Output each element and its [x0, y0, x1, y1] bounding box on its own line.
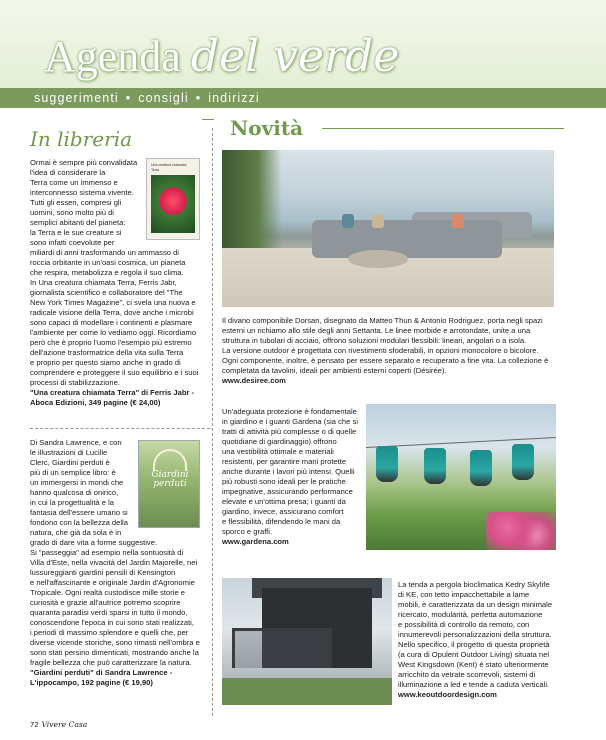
item3-url[interactable]: www.keoutdoordesign.com [398, 690, 497, 699]
text-line: in cui la progettualità e la [30, 498, 115, 507]
text-line: La versione outdoor è progettata con rivestimenti sfoderabili, in opzioni monocolore o bicolore. [222, 346, 539, 355]
text-line: tratti di attività più complesse o di quelle [222, 427, 357, 436]
text-line: illuminazione a led e tende a caduta verticali. [398, 680, 550, 689]
text-line: l'ambiente per come lo vediamo oggi. Ricordiamo [30, 328, 197, 337]
book2-reference: "Giardini perduti" di Sandra Lawrence - [30, 668, 173, 677]
text-line: struttura in tubolari di acciaio, offrono soluzioni modulari flessibili: lineari, angolari o a isola. [222, 336, 527, 345]
cushion-shape [372, 214, 384, 228]
text-line: fantasia dell'essere umano si [30, 508, 128, 517]
text-line: curiosità e grazie all'autrice potremo scoprire [30, 598, 181, 607]
glove-shape [512, 444, 534, 480]
text-line: in giardino e i guanti Gardena (sia che si [222, 417, 358, 426]
text-line: giardino, invece, assicurano comfort [222, 507, 344, 516]
flowers-shape [486, 512, 556, 550]
section-title-novita: Novità [230, 116, 304, 140]
text-line: dell'azione trasformatrice della vita sulla Terra [30, 348, 184, 357]
photo-dorsan-sofa [222, 150, 554, 307]
text-line: che respira, metabolizza e regola il suo clima. [30, 268, 184, 277]
text-line: comprendere e proteggere il suo equilibrio e i suoi [30, 368, 199, 377]
page-number: 72 [30, 720, 39, 729]
coffee-table-shape [348, 250, 408, 268]
book1-text [30, 158, 202, 408]
text-line: completata da tavolini, ideali per ambienti esterni coperti (Désirée). [222, 366, 447, 375]
subtitle [34, 90, 260, 106]
cushion-shape [342, 214, 354, 228]
column-divider [212, 128, 213, 716]
text-line: quotidiane di giardinaggio) offrono [222, 437, 337, 446]
book1-reference: Aboca Edizioni, 349 pagine (€ 24,00) [30, 398, 161, 407]
text-line: sono infatti coevolute per [30, 238, 115, 247]
text-line: West Kingsdown (Kent) è stato ulteriormente [398, 660, 549, 669]
text-line: Villa d'Este, nella vivacità del Jardin Majorelle, nei [30, 558, 198, 567]
text-line: una vestibilità ottimale e materiali [222, 447, 334, 456]
title-word-2: del verde [190, 31, 400, 82]
text-line: roccia orbitante in un'oasi cosmica, un pianeta [30, 258, 186, 267]
book2-text [30, 438, 202, 688]
text-line: radicale visione della Terra, dove anche i microbi [30, 308, 194, 317]
book2-reference: L'ippocampo, 192 pagine (€ 19,90) [30, 678, 153, 687]
text-line: più di un semplice libro: è [30, 468, 116, 477]
photo-kedry-pergola [222, 578, 392, 705]
subtitle-separator: • [125, 91, 132, 105]
item2-url[interactable]: www.gardena.com [222, 537, 289, 546]
text-line: miliardi di anni trasformando un ammasso di [30, 248, 179, 257]
text-line: Tropicale. Ogni realtà custodisce mille storie e [30, 588, 186, 597]
page-title [44, 31, 400, 82]
text-line: diverse vicende storiche, sono rimasti nell'ombra e [30, 638, 200, 647]
text-line: giornalista scientifico e collaboratore del "The [30, 288, 183, 297]
item3-text [398, 580, 562, 700]
subtitle-item: consigli [138, 91, 189, 105]
text-line: Un'adeguata protezione è fondamentale [222, 407, 357, 416]
text-line: resistenti, per garantire mani protette [222, 457, 347, 466]
text-line: Clerc, Giardini perduti è [30, 458, 110, 467]
text-line: i periodi di massimo splendore e quelli che, per [30, 628, 189, 637]
text-line: Di Sandra Lawrence, e con [30, 438, 122, 447]
book-cover-title: Una creatura chiamata Terra [151, 163, 187, 172]
text-line: mobili, è caratterizzata da un design minimale [398, 600, 553, 609]
lawn-shape [222, 678, 392, 705]
pergola-shape [232, 628, 332, 668]
text-line: Il divano componibile Dorsan, disegnato da Matteo Thun & Antonio Rodriguez, porta negli spazi [222, 316, 543, 325]
text-line: Terra come un immenso e [30, 178, 118, 187]
novita-rule-left [202, 119, 214, 120]
text-line: hanno qualcosa di onirico, [30, 488, 119, 497]
text-line: sono capaci di modellare i continenti e plasmare [30, 318, 193, 327]
item2-text [222, 407, 362, 547]
text-line: e nell'affascinante e originale Jardin d'Agronomie [30, 578, 195, 587]
book1-reference: "Una creatura chiamata Terra" di Ferris Jabr - [30, 388, 195, 397]
sofa-shape [312, 220, 502, 258]
text-line: sono stati persino dimenticati, mostrando anche la [30, 648, 199, 657]
text-line: più robusti sono ideali per le pratiche [222, 477, 346, 486]
text-line: e proprio per questo siamo anche in grado di [30, 358, 181, 367]
text-line: esterni un richiamo allo stile degli anni Settanta. Le linee morbide e arrotondate, unite a una [222, 326, 531, 335]
text-line: impegnative, assicurando performance [222, 487, 353, 496]
text-line: natura, che già da sola è in [30, 528, 122, 537]
section-title-in-libreria: In libreria [30, 127, 133, 151]
glove-shape [424, 448, 446, 484]
cushion-shape [452, 214, 464, 228]
text-line: uomini, sono molto più di [30, 208, 114, 217]
text-line: (a cura di Opulent Outdoor Living) situata nel [398, 650, 550, 659]
magazine-name: Vivere Casa [41, 720, 88, 729]
text-line: processi di stabilizzazione. [30, 378, 120, 387]
title-word-1: Agenda [44, 32, 181, 81]
text-line: semplici abitanti del pianeta: [30, 218, 126, 227]
text-line: ricercato, modularità, perfetta automazione [398, 610, 543, 619]
novita-rule-right [322, 128, 564, 129]
item1-text [222, 316, 562, 386]
text-line: Si "passeggia" ad esempio nella sontuosità di [30, 548, 184, 557]
text-line: sporco e graffi. [222, 527, 273, 536]
subtitle-item: suggerimenti [34, 91, 119, 105]
text-line: e flessibilità, difendendo le mani da [222, 517, 341, 526]
text-line: La tenda a pergola bioclimatica Kedry Skylife [398, 580, 550, 589]
text-line: elevate e un'ottima presa; i guanti da [222, 497, 346, 506]
text-line: New York Times Magazine", ci svela una nuova e [30, 298, 196, 307]
subtitle-item: indirizzi [208, 91, 260, 105]
text-line: anche durante i lavori più intensi. Quelli [222, 467, 355, 476]
text-line: In Una creatura chiamata Terra, Ferris Jabr, [30, 278, 177, 287]
glove-shape [470, 450, 492, 486]
text-line: innumerevoli personalizzazioni della struttura. [398, 630, 552, 639]
text-line: arricchito da vetrate scorrevoli, sistemi di [398, 670, 536, 679]
text-line: le illustrazioni di Lucille [30, 448, 108, 457]
item1-url[interactable]: www.desiree.com [222, 376, 286, 385]
text-line: Ogni componente, inoltre, è pensato per essere separato e recuperato a fine vita. La collezione è [222, 356, 549, 365]
page-footer [30, 720, 87, 730]
text-line: di KE, con tetto impacchettabile a lame [398, 590, 530, 599]
text-line: Nello specifico, il progetto di questa proprietà [398, 640, 550, 649]
text-line: e possibilità di controllo da remoto, con [398, 620, 530, 629]
glove-shape [376, 446, 398, 482]
text-line: quaranta paradisi verdi sparsi in tutto il mondo, [30, 608, 188, 617]
photo-gardena-gloves [366, 404, 556, 550]
text-line: fragile bellezza che può caratterizzare la natura. [30, 658, 192, 667]
text-line: Ormai è sempre più convalidata [30, 158, 138, 167]
text-line: l'idea di considerare la [30, 168, 106, 177]
divider [30, 428, 210, 429]
text-line: grado di dare vita a forme suggestive. [30, 538, 158, 547]
text-line: la Terra e le sue creature si [30, 228, 122, 237]
text-line: Tutti gli esseri, compresi gli [30, 198, 122, 207]
text-line: fondono con la bellezza della [30, 518, 128, 527]
text-line: conoscendone l'epoca in cui sono stati realizzati, [30, 618, 194, 627]
text-line: interconnesso sistema vivente. [30, 188, 134, 197]
text-line: un immergersi in mondi che [30, 478, 124, 487]
book-cover-title: Giardini perduti [151, 470, 189, 489]
text-line: però che è proprio l'uomo l'esempio più estremo [30, 338, 192, 347]
text-line: lussureggianti giardini pensili di Kensington [30, 568, 176, 577]
subtitle-separator: • [195, 91, 202, 105]
